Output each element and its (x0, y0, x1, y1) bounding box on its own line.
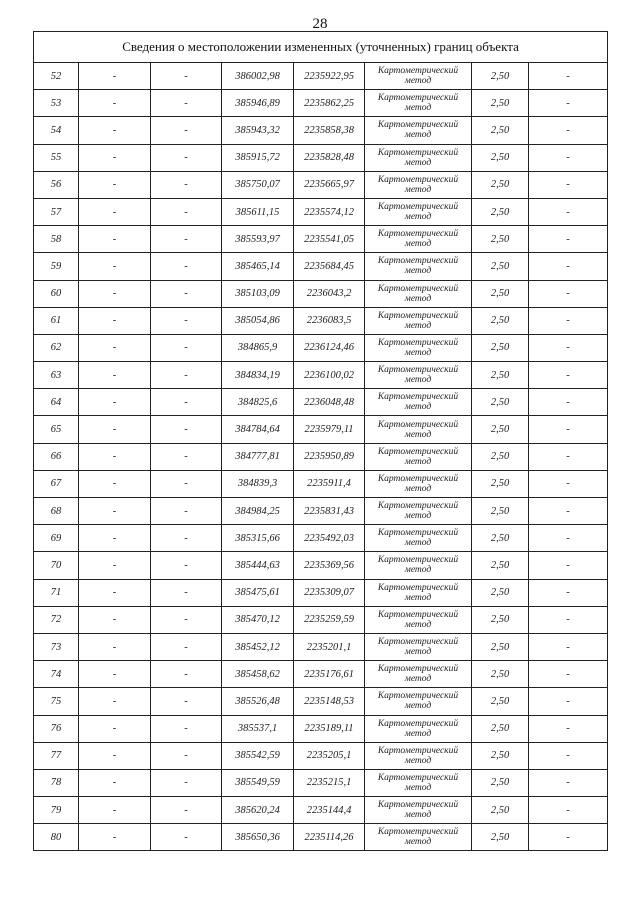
method-cell: Картометрический метод (365, 606, 472, 633)
table-row (34, 117, 608, 144)
coordinate-x-cell: 385526,48 (222, 688, 294, 715)
coordinate-y-cell: 2235369,56 (294, 552, 365, 579)
existing-x-cell: - (79, 470, 151, 497)
existing-y-cell: - (151, 715, 222, 742)
existing-y-cell: - (151, 498, 222, 525)
coordinate-x-cell: 385452,12 (222, 633, 294, 660)
note-cell: - (529, 253, 608, 280)
table-body (34, 63, 608, 851)
method-cell: Картометрический метод (365, 579, 472, 606)
existing-x-cell: - (79, 742, 151, 769)
method-cell: Картометрический метод (365, 198, 472, 225)
coordinate-y-cell: 2235114,26 (294, 824, 365, 851)
coordinate-y-cell: 2235911,4 (294, 470, 365, 497)
table-row (34, 280, 608, 307)
method-cell: Картометрический метод (365, 362, 472, 389)
method-cell: Картометрический метод (365, 63, 472, 90)
point-number-cell: 66 (34, 443, 79, 470)
method-cell: Картометрический метод (365, 280, 472, 307)
table-row (34, 226, 608, 253)
point-number-cell: 80 (34, 824, 79, 851)
coordinate-y-cell: 2235492,03 (294, 525, 365, 552)
point-number-cell: 59 (34, 253, 79, 280)
precision-cell: 2,50 (472, 769, 529, 796)
coordinate-y-cell: 2235189,11 (294, 715, 365, 742)
note-cell: - (529, 144, 608, 171)
precision-cell: 2,50 (472, 226, 529, 253)
table-row (34, 661, 608, 688)
existing-x-cell: - (79, 63, 151, 90)
coordinate-x-cell: 385458,62 (222, 661, 294, 688)
existing-x-cell: - (79, 769, 151, 796)
note-cell: - (529, 769, 608, 796)
method-cell: Картометрический метод (365, 389, 472, 416)
table-row (34, 416, 608, 443)
point-number-cell: 71 (34, 579, 79, 606)
precision-cell: 2,50 (472, 280, 529, 307)
table-row (34, 606, 608, 633)
coordinate-x-cell: 385315,66 (222, 525, 294, 552)
coordinate-x-cell: 385475,61 (222, 579, 294, 606)
existing-x-cell: - (79, 633, 151, 660)
existing-y-cell: - (151, 769, 222, 796)
coordinate-y-cell: 2235148,53 (294, 688, 365, 715)
table-row (34, 334, 608, 361)
note-cell: - (529, 416, 608, 443)
method-cell: Картометрический метод (365, 334, 472, 361)
note-cell: - (529, 661, 608, 688)
coordinate-x-cell: 384839,3 (222, 470, 294, 497)
existing-y-cell: - (151, 117, 222, 144)
coordinate-y-cell: 2236083,5 (294, 307, 365, 334)
table-row (34, 443, 608, 470)
precision-cell: 2,50 (472, 362, 529, 389)
note-cell: - (529, 606, 608, 633)
existing-x-cell: - (79, 334, 151, 361)
precision-cell: 2,50 (472, 552, 529, 579)
page-number: 28 (312, 16, 328, 32)
method-cell: Картометрический метод (365, 144, 472, 171)
precision-cell: 2,50 (472, 470, 529, 497)
existing-x-cell: - (79, 797, 151, 824)
point-number-cell: 54 (34, 117, 79, 144)
existing-y-cell: - (151, 334, 222, 361)
point-number-cell: 61 (34, 307, 79, 334)
point-number-cell: 77 (34, 742, 79, 769)
coordinate-x-cell: 385103,09 (222, 280, 294, 307)
existing-x-cell: - (79, 307, 151, 334)
existing-y-cell: - (151, 661, 222, 688)
existing-y-cell: - (151, 824, 222, 851)
existing-y-cell: - (151, 362, 222, 389)
coordinate-x-cell: 384784,64 (222, 416, 294, 443)
boundary-table-container (33, 31, 607, 851)
note-cell: - (529, 226, 608, 253)
coordinate-x-cell: 385465,14 (222, 253, 294, 280)
note-cell: - (529, 63, 608, 90)
precision-cell: 2,50 (472, 498, 529, 525)
point-number-cell: 62 (34, 334, 79, 361)
existing-x-cell: - (79, 416, 151, 443)
note-cell: - (529, 633, 608, 660)
note-cell: - (529, 280, 608, 307)
existing-y-cell: - (151, 63, 222, 90)
note-cell: - (529, 117, 608, 144)
point-number-cell: 73 (34, 633, 79, 660)
existing-y-cell: - (151, 389, 222, 416)
existing-x-cell: - (79, 280, 151, 307)
method-cell: Картометрический метод (365, 470, 472, 497)
coordinate-x-cell: 385650,36 (222, 824, 294, 851)
coordinate-y-cell: 2236100,02 (294, 362, 365, 389)
table-row (34, 470, 608, 497)
precision-cell: 2,50 (472, 606, 529, 633)
coordinate-y-cell: 2235979,11 (294, 416, 365, 443)
note-cell: - (529, 171, 608, 198)
point-number-cell: 76 (34, 715, 79, 742)
coordinate-x-cell: 384777,81 (222, 443, 294, 470)
table-row (34, 742, 608, 769)
point-number-cell: 55 (34, 144, 79, 171)
table-row (34, 253, 608, 280)
note-cell: - (529, 307, 608, 334)
method-cell: Картометрический метод (365, 769, 472, 796)
method-cell: Картометрический метод (365, 715, 472, 742)
existing-x-cell: - (79, 498, 151, 525)
method-cell: Картометрический метод (365, 824, 472, 851)
precision-cell: 2,50 (472, 416, 529, 443)
existing-x-cell: - (79, 389, 151, 416)
precision-cell: 2,50 (472, 797, 529, 824)
coordinate-y-cell: 2235922,95 (294, 63, 365, 90)
coordinate-y-cell: 2235176,61 (294, 661, 365, 688)
note-cell: - (529, 797, 608, 824)
note-cell: - (529, 389, 608, 416)
point-number-cell: 56 (34, 171, 79, 198)
method-cell: Картометрический метод (365, 633, 472, 660)
coordinate-x-cell: 385611,15 (222, 198, 294, 225)
existing-y-cell: - (151, 226, 222, 253)
existing-y-cell: - (151, 90, 222, 117)
coordinate-y-cell: 2235541,05 (294, 226, 365, 253)
existing-y-cell: - (151, 171, 222, 198)
point-number-cell: 57 (34, 198, 79, 225)
existing-x-cell: - (79, 688, 151, 715)
coordinate-x-cell: 385444,63 (222, 552, 294, 579)
existing-y-cell: - (151, 525, 222, 552)
coordinate-x-cell: 385946,89 (222, 90, 294, 117)
point-number-cell: 52 (34, 63, 79, 90)
coordinate-x-cell: 385915,72 (222, 144, 294, 171)
point-number-cell: 75 (34, 688, 79, 715)
precision-cell: 2,50 (472, 715, 529, 742)
existing-y-cell: - (151, 797, 222, 824)
precision-cell: 2,50 (472, 63, 529, 90)
method-cell: Картометрический метод (365, 443, 472, 470)
precision-cell: 2,50 (472, 117, 529, 144)
coordinate-y-cell: 2235831,43 (294, 498, 365, 525)
existing-x-cell: - (79, 198, 151, 225)
existing-y-cell: - (151, 470, 222, 497)
point-number-cell: 60 (34, 280, 79, 307)
existing-x-cell: - (79, 715, 151, 742)
coordinate-y-cell: 2236124,46 (294, 334, 365, 361)
coordinate-y-cell: 2235858,38 (294, 117, 365, 144)
note-cell: - (529, 198, 608, 225)
existing-y-cell: - (151, 742, 222, 769)
method-cell: Картометрический метод (365, 661, 472, 688)
method-cell: Картометрический метод (365, 171, 472, 198)
table-row (34, 552, 608, 579)
existing-y-cell: - (151, 443, 222, 470)
note-cell: - (529, 579, 608, 606)
precision-cell: 2,50 (472, 443, 529, 470)
point-number-cell: 72 (34, 606, 79, 633)
coordinate-x-cell: 385470,12 (222, 606, 294, 633)
point-number-cell: 74 (34, 661, 79, 688)
note-cell: - (529, 334, 608, 361)
table-row (34, 797, 608, 824)
point-number-cell: 78 (34, 769, 79, 796)
method-cell: Картометрический метод (365, 307, 472, 334)
method-cell: Картометрический метод (365, 552, 472, 579)
coordinate-y-cell: 2235950,89 (294, 443, 365, 470)
coordinate-y-cell: 2235215,1 (294, 769, 365, 796)
table-row (34, 198, 608, 225)
existing-x-cell: - (79, 171, 151, 198)
table-row (34, 579, 608, 606)
method-cell: Картометрический метод (365, 797, 472, 824)
table-row (34, 498, 608, 525)
coordinate-x-cell: 384865,9 (222, 334, 294, 361)
coordinate-x-cell: 384834,19 (222, 362, 294, 389)
note-cell: - (529, 498, 608, 525)
precision-cell: 2,50 (472, 742, 529, 769)
existing-x-cell: - (79, 253, 151, 280)
note-cell: - (529, 688, 608, 715)
coordinate-y-cell: 2236043,2 (294, 280, 365, 307)
method-cell: Картометрический метод (365, 90, 472, 117)
note-cell: - (529, 443, 608, 470)
table-row (34, 307, 608, 334)
coordinate-x-cell: 386002,98 (222, 63, 294, 90)
note-cell: - (529, 715, 608, 742)
coordinate-x-cell: 385537,1 (222, 715, 294, 742)
existing-x-cell: - (79, 443, 151, 470)
coordinate-x-cell: 385620,24 (222, 797, 294, 824)
point-number-cell: 68 (34, 498, 79, 525)
point-number-cell: 64 (34, 389, 79, 416)
table-row (34, 171, 608, 198)
precision-cell: 2,50 (472, 633, 529, 660)
point-number-cell: 53 (34, 90, 79, 117)
coordinate-y-cell: 2235828,48 (294, 144, 365, 171)
table-row (34, 144, 608, 171)
table-row (34, 633, 608, 660)
table-row (34, 769, 608, 796)
existing-y-cell: - (151, 688, 222, 715)
existing-y-cell: - (151, 144, 222, 171)
coordinate-y-cell: 2235144,4 (294, 797, 365, 824)
coordinate-y-cell: 2235862,25 (294, 90, 365, 117)
coordinate-x-cell: 384984,25 (222, 498, 294, 525)
note-cell: - (529, 525, 608, 552)
point-number-cell: 58 (34, 226, 79, 253)
point-number-cell: 69 (34, 525, 79, 552)
existing-y-cell: - (151, 307, 222, 334)
method-cell: Картометрический метод (365, 253, 472, 280)
method-cell: Картометрический метод (365, 498, 472, 525)
existing-x-cell: - (79, 144, 151, 171)
method-cell: Картометрический метод (365, 117, 472, 144)
existing-x-cell: - (79, 525, 151, 552)
coordinate-y-cell: 2235259,59 (294, 606, 365, 633)
precision-cell: 2,50 (472, 579, 529, 606)
table-row (34, 715, 608, 742)
table-row (34, 389, 608, 416)
precision-cell: 2,50 (472, 253, 529, 280)
table-title-row (34, 32, 608, 63)
note-cell: - (529, 552, 608, 579)
coordinate-y-cell: 2235205,1 (294, 742, 365, 769)
existing-y-cell: - (151, 579, 222, 606)
existing-x-cell: - (79, 552, 151, 579)
coordinate-x-cell: 385750,07 (222, 171, 294, 198)
coordinate-x-cell: 385593,97 (222, 226, 294, 253)
existing-x-cell: - (79, 824, 151, 851)
method-cell: Картометрический метод (365, 525, 472, 552)
coordinate-y-cell: 2235309,07 (294, 579, 365, 606)
existing-y-cell: - (151, 416, 222, 443)
coordinate-y-cell: 2235684,45 (294, 253, 365, 280)
point-number-cell: 79 (34, 797, 79, 824)
existing-x-cell: - (79, 362, 151, 389)
method-cell: Картометрический метод (365, 226, 472, 253)
table-title: Сведения о местоположении измененных (уточненных) границ объекта (34, 32, 608, 63)
precision-cell: 2,50 (472, 307, 529, 334)
note-cell: - (529, 742, 608, 769)
precision-cell: 2,50 (472, 90, 529, 117)
existing-y-cell: - (151, 552, 222, 579)
coordinate-x-cell: 385542,59 (222, 742, 294, 769)
boundary-coordinates-table (33, 31, 608, 851)
table-row (34, 525, 608, 552)
note-cell: - (529, 362, 608, 389)
point-number-cell: 63 (34, 362, 79, 389)
table-row (34, 688, 608, 715)
precision-cell: 2,50 (472, 171, 529, 198)
method-cell: Картометрический метод (365, 688, 472, 715)
point-number-cell: 70 (34, 552, 79, 579)
existing-y-cell: - (151, 198, 222, 225)
existing-x-cell: - (79, 90, 151, 117)
coordinate-y-cell: 2235574,12 (294, 198, 365, 225)
note-cell: - (529, 90, 608, 117)
precision-cell: 2,50 (472, 389, 529, 416)
existing-x-cell: - (79, 661, 151, 688)
precision-cell: 2,50 (472, 525, 529, 552)
method-cell: Картометрический метод (365, 742, 472, 769)
table-row (34, 63, 608, 90)
coordinate-x-cell: 385943,32 (222, 117, 294, 144)
existing-y-cell: - (151, 606, 222, 633)
existing-x-cell: - (79, 226, 151, 253)
coordinate-x-cell: 385549,59 (222, 769, 294, 796)
coordinate-x-cell: 384825,6 (222, 389, 294, 416)
note-cell: - (529, 824, 608, 851)
precision-cell: 2,50 (472, 824, 529, 851)
point-number-cell: 67 (34, 470, 79, 497)
precision-cell: 2,50 (472, 198, 529, 225)
precision-cell: 2,50 (472, 688, 529, 715)
existing-x-cell: - (79, 606, 151, 633)
coordinate-y-cell: 2235665,97 (294, 171, 365, 198)
note-cell: - (529, 470, 608, 497)
table-row (34, 824, 608, 851)
precision-cell: 2,50 (472, 144, 529, 171)
point-number-cell: 65 (34, 416, 79, 443)
existing-y-cell: - (151, 253, 222, 280)
existing-x-cell: - (79, 579, 151, 606)
coordinate-x-cell: 385054,86 (222, 307, 294, 334)
existing-y-cell: - (151, 633, 222, 660)
method-cell: Картометрический метод (365, 416, 472, 443)
existing-x-cell: - (79, 117, 151, 144)
precision-cell: 2,50 (472, 334, 529, 361)
coordinate-y-cell: 2236048,48 (294, 389, 365, 416)
table-row (34, 90, 608, 117)
coordinate-y-cell: 2235201,1 (294, 633, 365, 660)
precision-cell: 2,50 (472, 661, 529, 688)
table-row (34, 362, 608, 389)
existing-y-cell: - (151, 280, 222, 307)
